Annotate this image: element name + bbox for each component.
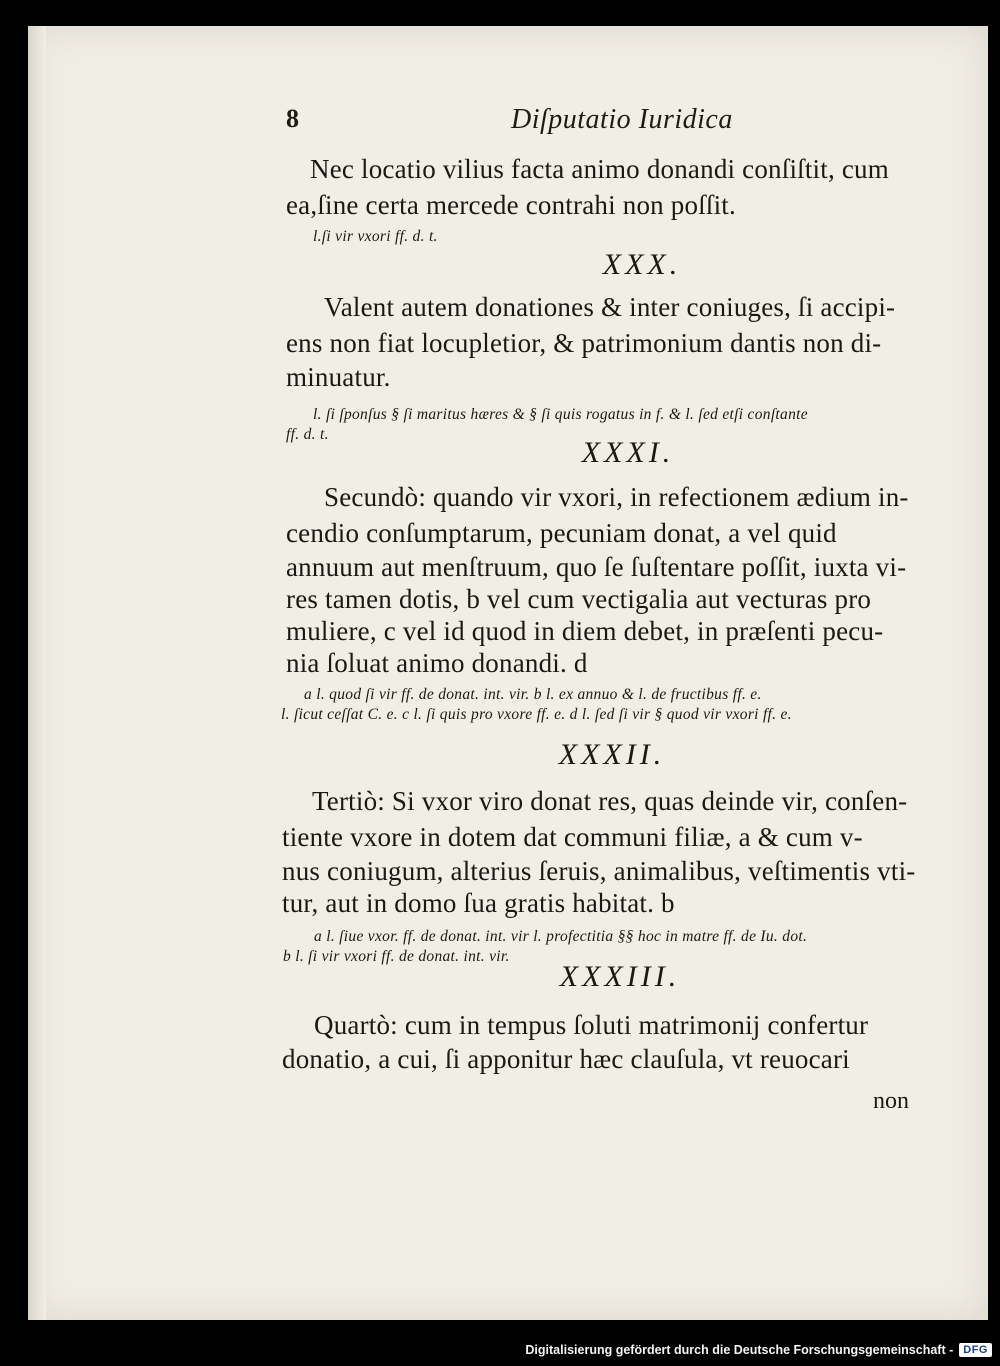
running-title: Diſputatio Iuridica [511,104,733,135]
section-heading: XXXII. [558,738,666,771]
text-line: Quartò: cum in tempus ſoluti matrimonij confertur [314,1010,869,1040]
citation-note: l. ſicut ceſſat C. e. c l. ſi quis pro vxore ff. e. d l. ſed ſi vir § quod vir vxori ff. e. [281,706,792,723]
text-line: Valent autem donationes & inter coniuges, ſi accipi- [324,292,896,322]
text-line: muliere, c vel id quod in diem debet, in præſenti pecu- [286,616,884,646]
citation-note: ff. d. t. [286,426,329,443]
text-line: Tertiò: Si vxor viro donat res, quas deinde vir, conſen- [312,786,908,816]
citation-note: b l. ſi vir vxori ff. de donat. int. vir. [283,948,510,965]
text-line: Nec locatio vilius facta animo donandi conſiſtit, cum [310,154,889,184]
text-line: res tamen dotis, b vel cum vectigalia aut vecturas pro [286,584,872,614]
text-line: cendio conſumptarum, pecuniam donat, a vel quid [286,518,837,548]
text-line: nia ſoluat animo donandi. d [286,648,588,678]
page-number: 8 [286,104,299,133]
text-body [28,26,988,1320]
text-line: tur, aut in domo ſua gratis habitat. b [282,888,675,918]
text-line: minuatur. [286,362,391,392]
text-line: nus coniugum, alterius ſeruis, animalibus, veſtimentis vti- [282,856,916,886]
catchword: non [873,1088,909,1114]
text-line: ens non fiat locupletior, & patrimonium dantis non di- [286,328,882,358]
text-line: tiente vxore in dotem dat communi filiæ, a & cum v- [282,822,863,852]
text-line: annuum aut menſtruum, quo ſe ſuſtentare poſſit, iuxta vi- [286,552,907,582]
citation-note: l. ſi ſponſus § ſi maritus hæres & § ſi quis rogatus in f. & l. ſed etſi conſtante [313,406,808,423]
funding-credit: Digitalisierung gefördert durch die Deutsche Forschungsgemeinschaft - [525,1343,954,1357]
citation-note: a l. ſiue vxor. ff. de donat. int. vir l. profectitia §§ hoc in matre ff. de Iu. dot. [314,928,808,945]
text-line: ea,ſine certa mercede contrahi non poſſit. [286,190,736,220]
dfg-logo: DFG [959,1343,992,1357]
citation-note: a l. quod ſi vir ff. de donat. int. vir. b l. ex annuo & l. de fructibus ff. e. [304,686,762,703]
section-heading: XXXIII. [559,960,681,993]
section-heading: XXX. [602,248,682,281]
book-page [28,26,988,1320]
section-heading: XXXI. [581,436,675,469]
text-line: Secundò: quando vir vxori, in refectionem ædium in- [324,482,909,512]
digitization-credit-bar [525,1338,992,1362]
citation-note: l.ſi vir vxori ff. d. t. [313,228,438,245]
text-line: donatio, a cui, ſi apponitur hæc clauſula, vt reuocari [282,1044,850,1074]
